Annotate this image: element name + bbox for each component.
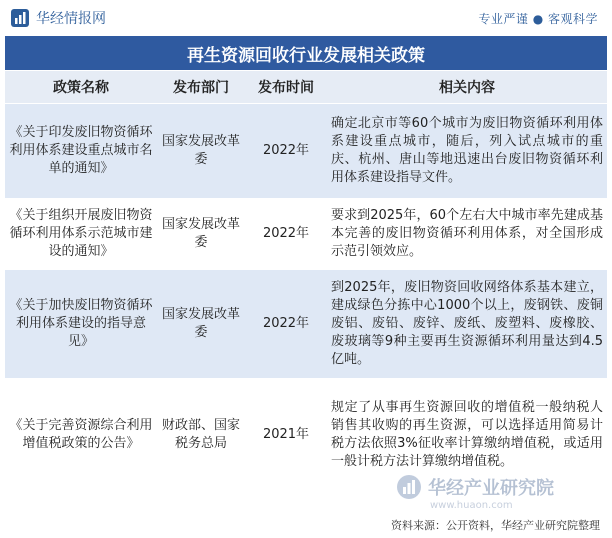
- footer: [0, 512, 612, 538]
- content-cell: 确定北京市等60个城市为废旧物资循环利用体系建设重点城市，随后，列入试点城市的重庆、杭州、唐山等地迅速出台废旧物资循环利用体系建设指导文件。: [327, 104, 607, 199]
- table-header-row: [5, 71, 607, 104]
- department-cell: 国家发展改革委: [157, 270, 245, 378]
- watermark-url: www.huaon.com: [430, 500, 513, 511]
- table-row: [5, 198, 607, 270]
- policy-name-cell: 《关于印发废旧物资循环利用体系建设重点城市名单的通知》: [5, 104, 157, 199]
- department-cell: 财政部、国家税务总局: [157, 378, 245, 492]
- date-cell: 2021年: [245, 378, 327, 492]
- page-title: 再生资源回收行业发展相关政策: [5, 36, 607, 70]
- column-header-date: 发布时间: [245, 71, 327, 104]
- policy-name-cell: 《关于加快废旧物资循环利用体系建设的指导意见》: [5, 270, 157, 378]
- policy-name-cell: 《关于组织开展废旧物资循环利用体系示范城市建设的通知》: [5, 198, 157, 270]
- table-row: [5, 270, 607, 378]
- date-cell: 2022年: [245, 104, 327, 199]
- column-header-policy-name: 政策名称: [5, 71, 157, 104]
- department-cell: 国家发展改革委: [157, 198, 245, 270]
- content-cell: 要求到2025年，60个左右大中城市率先建成基本完善的废旧物资循环利用体系，对全国形成示范引领效应。: [327, 198, 607, 270]
- brand-name: 华经情报网: [36, 11, 106, 27]
- column-header-content: 相关内容: [327, 71, 607, 104]
- table-row: [5, 378, 607, 492]
- content-cell: 规定了从事再生资源回收的增值税一般纳税人销售其收购的再生资源，可以选择适用简易计税方法依照3%征收率计算缴纳增值税，或适用一般计税方法计算缴纳增值税。: [327, 378, 607, 492]
- column-header-department: 发布部门: [157, 71, 245, 104]
- huajing-logo-icon: [10, 8, 30, 28]
- table-row: [5, 104, 607, 199]
- department-cell: 国家发展改革委: [157, 104, 245, 199]
- policy-table: [5, 71, 607, 492]
- top-bar: [0, 0, 612, 36]
- content-cell: 到2025年，废旧物资回收网络体系基本建立，建成绿色分拣中心1000个以上，废钢铁、废铜废铝、废铅、废锌、废纸、废塑料、废橡胶、废玻璃等9种主要再生资源循环利用量达到4.5亿吨。: [327, 270, 607, 378]
- date-cell: 2022年: [245, 198, 327, 270]
- slogan: 专业严谨 ● 客观科学: [478, 11, 598, 26]
- watermark-name: 华经产业研究院: [428, 478, 554, 499]
- policy-name-cell: 《关于完善资源综合利用增值税政策的公告》: [5, 378, 157, 492]
- brand: [10, 8, 106, 28]
- date-cell: 2022年: [245, 270, 327, 378]
- source-note: 资料来源：公开资料，华经产业研究院整理: [391, 519, 600, 532]
